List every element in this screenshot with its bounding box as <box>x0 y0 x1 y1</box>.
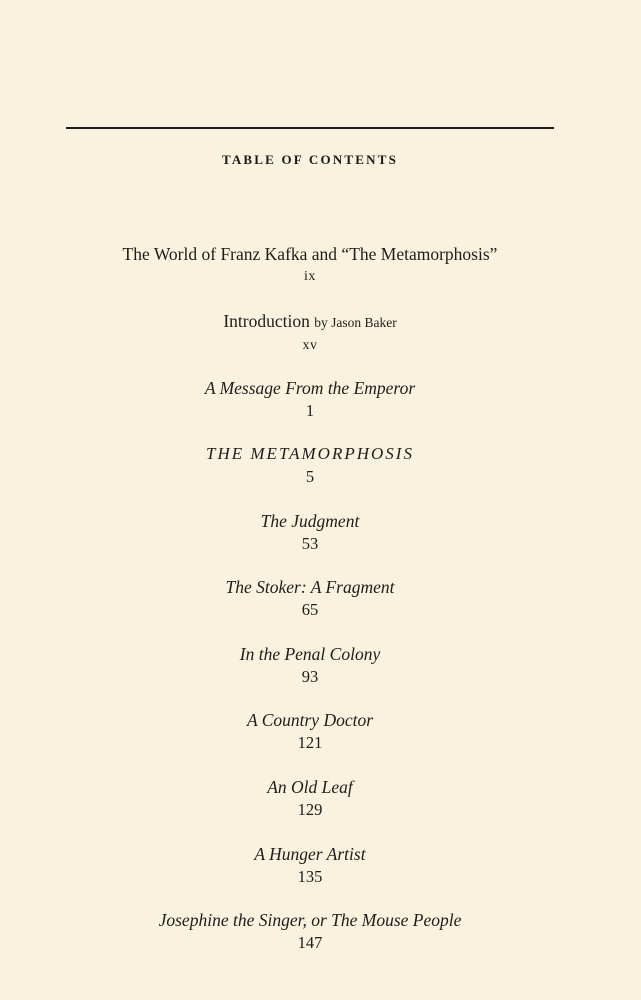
entry-page-number: 53 <box>301 534 319 553</box>
entry-page-number: 1 <box>305 401 315 420</box>
toc-entry <box>0 310 620 356</box>
entry-byline: by Jason Baker <box>314 315 397 330</box>
entry-title: Introduction <box>223 311 310 331</box>
entry-title: A Country Doctor <box>246 710 374 730</box>
toc-entry <box>0 776 620 820</box>
toc-entry <box>0 843 620 887</box>
toc-entry <box>0 443 620 487</box>
entry-page-number: 65 <box>301 600 319 619</box>
toc-entry <box>0 576 620 620</box>
entry-page-number: xv <box>302 338 318 353</box>
entry-title: A Hunger Artist <box>254 844 366 864</box>
entry-title: In the Penal Colony <box>239 644 381 664</box>
entry-page-number: 93 <box>301 667 319 686</box>
toc-entry <box>0 243 620 287</box>
toc-entry <box>0 909 620 953</box>
toc-entry <box>0 643 620 687</box>
entry-title: The Stoker: A Fragment <box>225 577 395 597</box>
entry-title: A Message From the Emperor <box>204 378 416 398</box>
entry-title-wrapper <box>0 310 620 334</box>
entry-page-number: ix <box>304 269 316 284</box>
entry-title: The World of Franz Kafka and “The Metamorphosis” <box>122 244 498 264</box>
entry-title: Josephine the Singer, or The Mouse People <box>158 910 462 930</box>
toc-heading: TABLE OF CONTENTS <box>221 152 399 167</box>
toc-entry <box>0 510 620 554</box>
entry-page-number: 121 <box>297 733 323 752</box>
entry-title: An Old Leaf <box>267 777 353 797</box>
entry-title: THE METAMORPHOSIS <box>206 444 414 463</box>
entry-page-number: 147 <box>297 933 323 952</box>
entry-page-number: 5 <box>305 467 315 486</box>
toc-entry <box>0 709 620 753</box>
top-rule <box>66 127 554 129</box>
toc-entry <box>0 377 620 421</box>
entry-title: The Judgment <box>260 511 360 531</box>
entry-page-number: 135 <box>297 867 323 886</box>
entry-page-number: 129 <box>297 800 323 819</box>
